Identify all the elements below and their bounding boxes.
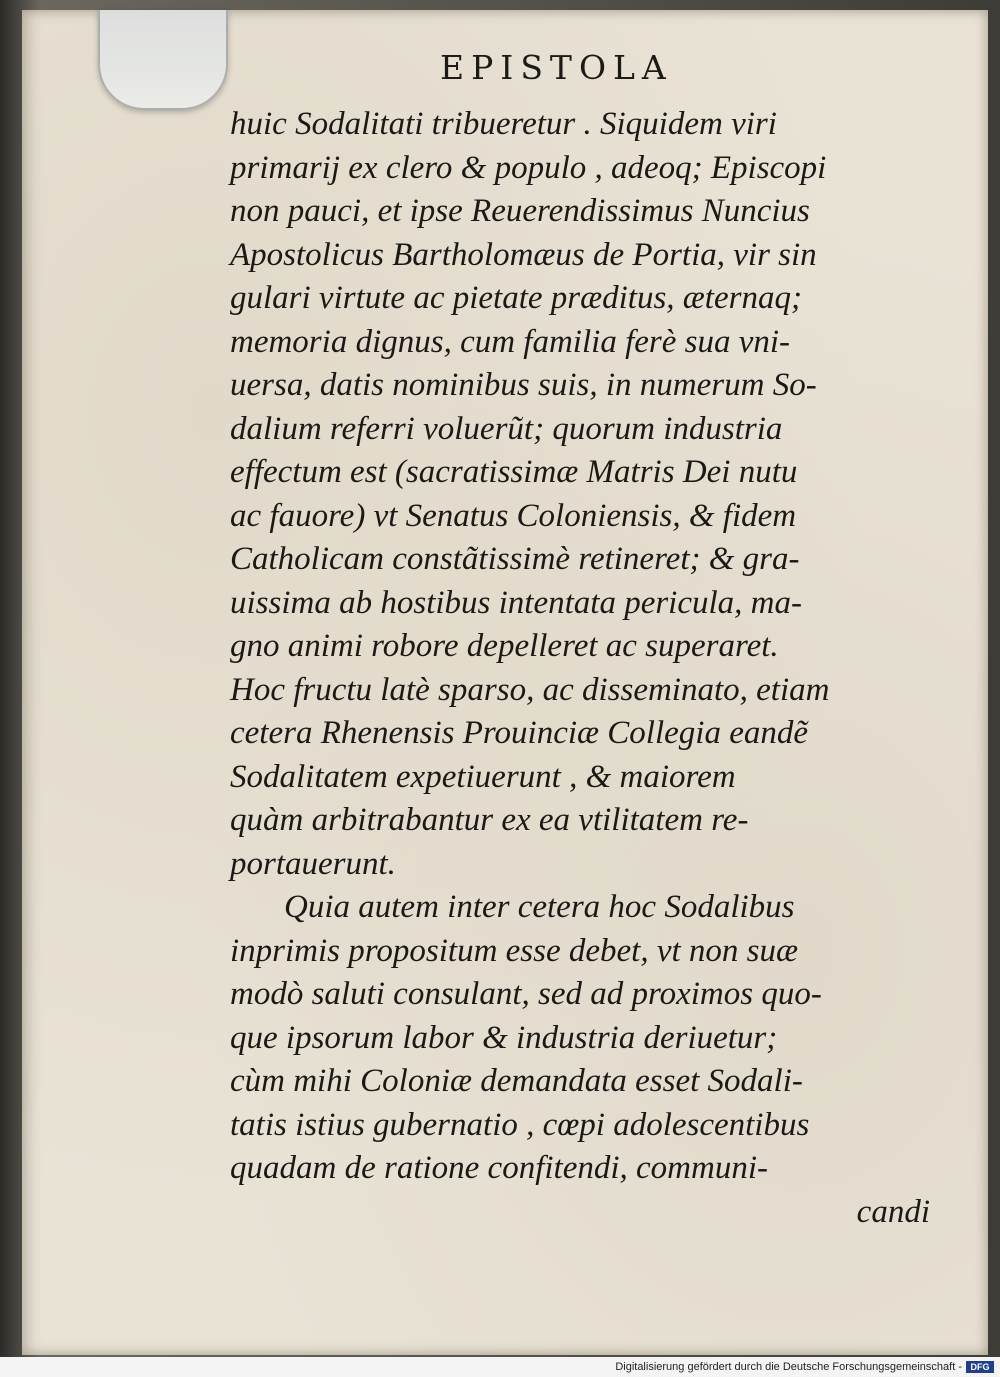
text-line: uersa, datis nominibus suis, in numerum So-	[230, 367, 817, 403]
text-line: primarij ex clero & populo , adeoq; Episcopi	[230, 149, 827, 186]
text-line: Apostolicus Bartholomæus de Portia, vir sin	[230, 236, 817, 273]
catchword: candi	[856, 1193, 930, 1230]
text-line: gulari virtute ac pietate præditus, æternaq;	[230, 280, 802, 316]
text-line: dalium referri voluerũt; quorum industria	[230, 410, 783, 447]
text-line: portauerunt.	[230, 845, 396, 882]
text-line: Catholicam constãtissimè retineret; & gra-	[230, 541, 800, 577]
text-line: effectum est (sacratissimæ Matris Dei nutu	[230, 454, 798, 490]
text-line: inprimis propositum esse debet, vt non suæ	[230, 932, 799, 969]
dfg-logo: DFG	[966, 1361, 994, 1373]
text-line: cùm mihi Coloniæ demandata esset Sodali-	[230, 1063, 803, 1099]
page-clip	[98, 10, 228, 110]
text-line: huic Sodalitati tribueretur . Siquidem viri	[230, 106, 777, 142]
text-line: quàm arbitrabantur ex ea vtilitatem re-	[230, 802, 749, 838]
page-running-header: EPISTOLA	[440, 48, 673, 87]
text-line: non pauci, et ipse Reuerendissimus Nuncius	[230, 193, 810, 229]
page-body-text	[230, 103, 930, 1234]
text-line: quadam de ratione confitendi, communi-	[230, 1150, 768, 1186]
text-line: tatis istius gubernatio , cœpi adolescentibus	[230, 1106, 810, 1143]
digitization-footer	[0, 1357, 1000, 1377]
text-line: Sodalitatem expetiuerunt , & maiorem	[230, 758, 736, 795]
text-line: que ipsorum labor & industria deriuetur;	[230, 1019, 778, 1056]
text-line: cetera Rhenensis Prouinciæ Collegia eandẽ	[230, 715, 808, 751]
text-line: memoria dignus, cum familia ferè sua vni-	[230, 323, 791, 360]
text-line: ac fauore) vt Senatus Coloniensis, & fidem	[230, 497, 797, 534]
funding-credit: Digitalisierung gefördert durch die Deutsche Forschungsgemeinschaft -	[615, 1361, 962, 1373]
text-line: modò saluti consulant, sed ad proximos quo-	[230, 976, 822, 1012]
text-line: gno animi robore depelleret ac superaret.	[230, 628, 779, 664]
text-line: Hoc fructu latè sparso, ac disseminato, etiam	[230, 671, 830, 708]
text-line: uissima ab hostibus intentata pericula, ma-	[230, 584, 802, 621]
text-line-paragraph-start: Quia autem inter cetera hoc Sodalibus	[284, 889, 795, 925]
